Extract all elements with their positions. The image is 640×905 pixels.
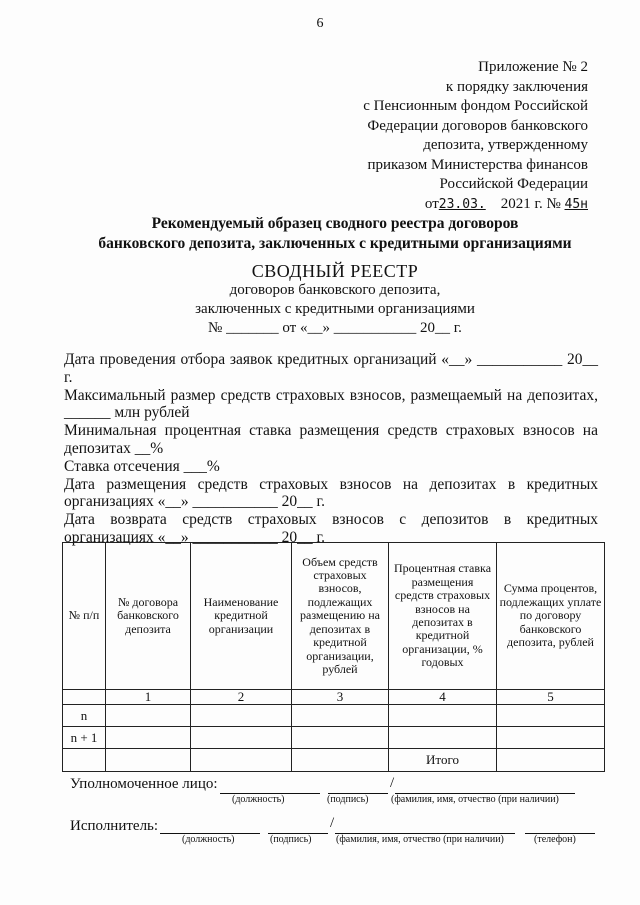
appendix-block <box>288 58 588 214</box>
signature-caption: (подпись) <box>270 834 312 845</box>
total-label: Итого <box>389 749 497 772</box>
order-reference: от23.03. 2021 г. № 45н <box>424 195 588 212</box>
return-date: Дата возврата средств страховых взносов с депозитов в кредитных организациях «__» ___________ 20__ г. <box>64 511 598 546</box>
appendix-line: Российской Федерации <box>439 176 588 192</box>
table-row: n + 1 <box>63 727 605 749</box>
registry-heading: СВОДНЫЙ РЕЕСТР договоров банковского депозита, заключенных с кредитными организациями № _______ от «__» ___________ 20__ г. <box>40 262 630 338</box>
appendix-line: Федерации договоров банковского <box>367 117 588 134</box>
signature-caption: (подпись) <box>327 794 369 805</box>
max-size-value: ______ млн рублей <box>64 404 190 422</box>
cutoff-rate: Ставка отсечения ___% <box>64 457 220 475</box>
table-header: Наименование кредитной организации <box>191 543 292 690</box>
appendix-line: с Пенсионным фондом Российской <box>363 98 588 114</box>
appendix-line: Приложение № 2 <box>478 59 588 75</box>
max-size: Максимальный размер средств страховых взносов, размещаемый на депозитах, <box>64 386 598 404</box>
table-header-row <box>63 543 605 690</box>
table-number-row: 1 2 3 4 5 <box>63 690 605 705</box>
authorized-person-label: Уполномоченное лицо: <box>70 776 218 792</box>
phone-caption: (телефон) <box>534 834 576 845</box>
table-header: Процентная ставка размещения средств страховых взносов на депозитах в кредитной организации, % годовых <box>389 543 497 690</box>
position-caption: (должность) <box>182 834 235 845</box>
table-header: Объем средств страховых взносов, подлежащих размещению на депозитах в кредитной организации, рублей <box>292 543 389 690</box>
appendix-line: депозита, утвержденному <box>423 137 588 153</box>
table-total-row <box>63 749 605 772</box>
placement-date: Дата размещения средств страховых взносов на депозитах в кредитных организациях «__» ___________ 20__ г. <box>64 475 598 511</box>
table-header: № п/п <box>63 543 106 690</box>
document-title: Рекомендуемый образец сводного реестра договоров банковского депозита, заключенных с кредитными организациями <box>98 215 572 252</box>
appendix-line: к порядку заключения <box>445 78 588 95</box>
registry-table <box>62 542 605 772</box>
table-row: n <box>63 705 605 727</box>
full-name-caption: (фамилия, имя, отчество (при наличии) <box>336 834 504 845</box>
table-header: № договора банковского депозита <box>106 543 191 690</box>
table-header: Сумма процентов, подлежащих уплате по договору банковского депозита, рублей <box>497 543 605 690</box>
executor-label: Исполнитель: <box>70 818 159 834</box>
full-name-caption: (фамилия, имя, отчество (при наличии) <box>391 794 559 805</box>
order-date: 23.03. <box>438 196 486 212</box>
page-number: 6 <box>316 16 324 31</box>
registry-number-line: № _______ от «__» ___________ 20__ г. <box>208 320 462 336</box>
order-number: 45н <box>564 196 588 212</box>
appendix-line: приказом Министерства финансов <box>367 156 588 173</box>
min-rate: Минимальная процентная ставка размещения средств страховых взносов на депозитах __% <box>64 422 598 457</box>
registry-fields <box>64 351 598 547</box>
selection-date: Дата проведения отбора заявок кредитных организаций «__» ___________ 20__ г. <box>64 351 598 386</box>
position-caption: (должность) <box>232 794 285 805</box>
